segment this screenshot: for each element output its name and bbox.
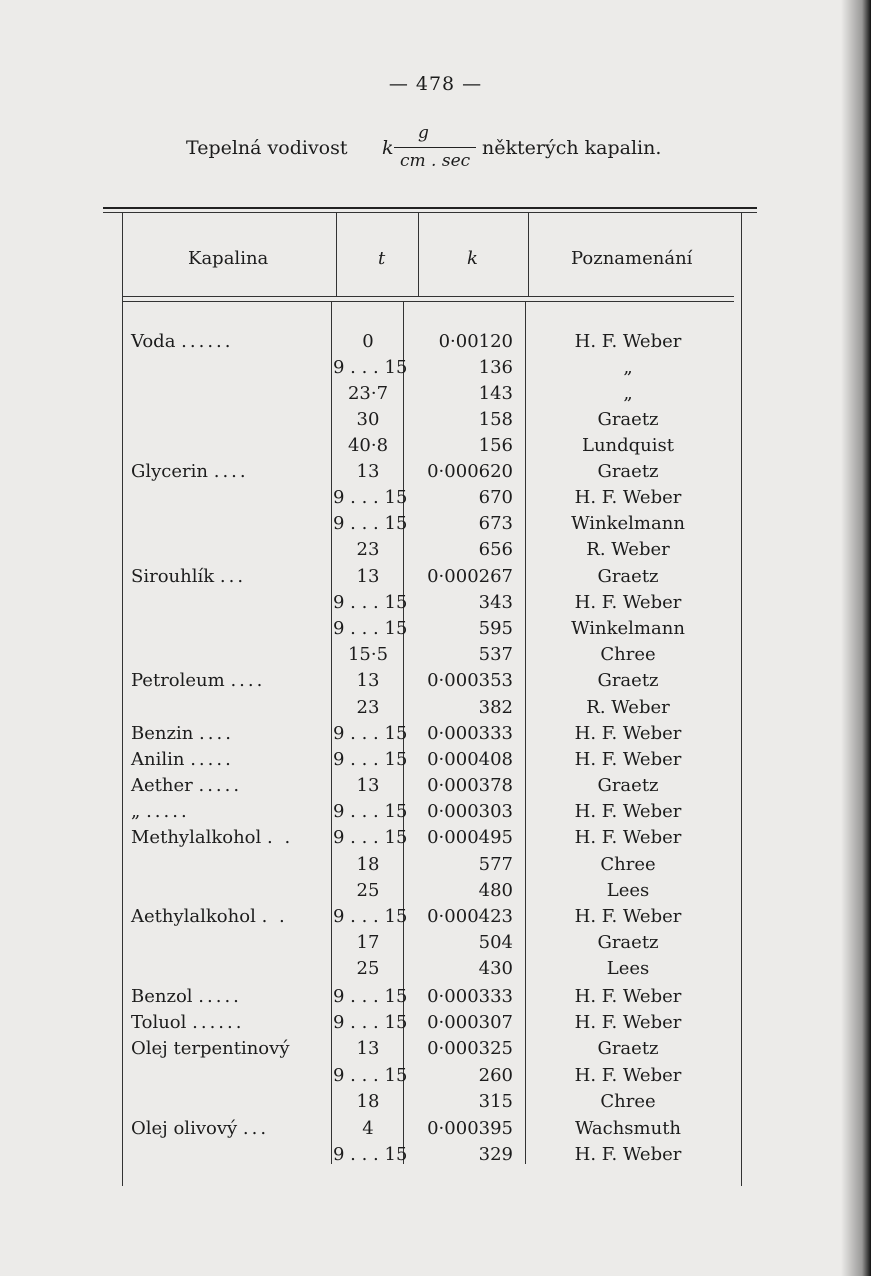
conductivity-cell-text: 0·000333 xyxy=(427,723,513,744)
conductivity-cell-text: 0·00120 xyxy=(438,331,513,352)
conductivity-cell-text: 136 xyxy=(478,357,513,378)
conductivity-cell-text: 0·000408 xyxy=(427,749,513,770)
temperature-cell-text: 30 xyxy=(356,409,380,430)
table-row xyxy=(0,932,871,958)
liquid-cell-text: Aether xyxy=(131,775,193,796)
liquid-cell-text: Olej terpentinový xyxy=(131,1038,290,1059)
reference-cell xyxy=(548,1118,708,1140)
reference-cell-text: H. F. Weber xyxy=(574,1012,682,1033)
dot-leader: ..... xyxy=(190,749,234,770)
temperature-cell xyxy=(333,1038,403,1060)
table-row xyxy=(0,461,871,487)
temperature-cell-text: 9 . . . 15 xyxy=(333,513,408,534)
reference-cell-text: H. F. Weber xyxy=(574,749,682,770)
reference-cell-text: Graetz xyxy=(597,775,659,796)
temperature-cell xyxy=(333,801,408,823)
temperature-cell xyxy=(333,1144,408,1166)
temperature-cell xyxy=(333,1118,403,1140)
liquid-cell-text: Aethylalkohol xyxy=(131,906,256,927)
table-row xyxy=(0,331,871,357)
conductivity-cell-text: 0·000423 xyxy=(427,906,513,927)
conductivity-cell-text: 670 xyxy=(478,487,513,508)
temperature-cell xyxy=(333,932,403,954)
conductivity-cell-text: 382 xyxy=(478,697,513,718)
reference-cell-text: R. Weber xyxy=(586,539,670,560)
temperature-cell-text: 0 xyxy=(362,331,374,352)
table-row xyxy=(0,1012,871,1038)
dot-leader: ..... xyxy=(198,775,243,796)
liquid-cell xyxy=(131,1118,331,1140)
reference-cell xyxy=(548,331,708,353)
temperature-cell-text: 25 xyxy=(356,880,380,901)
reference-cell xyxy=(548,539,708,561)
liquid-cell-text: Voda xyxy=(131,331,176,352)
reference-cell-text: Graetz xyxy=(597,670,659,691)
reference-cell-text: H. F. Weber xyxy=(574,1065,682,1086)
conductivity-cell-text: 0·000353 xyxy=(427,670,513,691)
conductivity-cell-text: 595 xyxy=(478,618,513,639)
table-row xyxy=(0,854,871,880)
conductivity-cell-text: 480 xyxy=(478,880,513,901)
conductivity-cell-text: 0·000620 xyxy=(427,461,513,482)
liquid-cell xyxy=(131,723,331,745)
temperature-cell-text: 18 xyxy=(356,854,380,875)
conductivity-cell xyxy=(410,357,513,379)
temperature-cell-text: 23 xyxy=(356,697,380,718)
dot-leader: ..... xyxy=(198,986,242,1007)
table-row xyxy=(0,644,871,670)
reference-cell-text: Winkelmann xyxy=(571,618,685,639)
dot-leader: .... xyxy=(213,461,249,482)
temperature-cell-text: 9 . . . 15 xyxy=(333,487,408,508)
reference-cell-text: R. Weber xyxy=(586,697,670,718)
reference-cell-text: Chree xyxy=(600,1091,656,1112)
reference-cell-text: Lees xyxy=(606,880,650,901)
reference-cell-text: Lees xyxy=(606,958,650,979)
temperature-cell-text: 17 xyxy=(356,932,380,953)
temperature-cell xyxy=(333,331,403,353)
table-row xyxy=(0,618,871,644)
temperature-cell xyxy=(333,827,408,849)
reference-cell xyxy=(548,827,708,849)
conductivity-cell xyxy=(410,670,513,692)
reference-cell xyxy=(548,357,708,379)
conductivity-cell-text: 315 xyxy=(478,1091,513,1112)
liquid-cell-text: Benzin xyxy=(131,723,194,744)
temperature-cell xyxy=(333,775,403,797)
temperature-cell xyxy=(333,409,403,431)
temperature-cell-text: 9 . . . 15 xyxy=(333,1065,408,1086)
header-rule xyxy=(122,296,734,297)
conductivity-cell xyxy=(410,1065,513,1087)
conductivity-cell-text: 0·000495 xyxy=(427,827,513,848)
title-unit-numerator: g xyxy=(418,123,429,143)
temperature-cell xyxy=(333,487,408,509)
liquid-cell-text: Sirouhlík xyxy=(131,566,215,587)
reference-cell-text: Chree xyxy=(600,644,656,665)
temperature-cell xyxy=(333,986,408,1008)
temperature-cell-text: 23 xyxy=(356,539,380,560)
reference-cell xyxy=(548,644,708,666)
conductivity-cell-text: 0·000378 xyxy=(427,775,513,796)
liquid-cell xyxy=(131,1012,331,1034)
reference-cell-text: H. F. Weber xyxy=(574,331,682,352)
liquid-cell xyxy=(131,670,331,692)
temperature-cell xyxy=(333,958,403,980)
temperature-cell-text: 23·7 xyxy=(347,383,389,404)
reference-cell-text: Chree xyxy=(600,854,656,875)
conductivity-cell xyxy=(410,854,513,876)
liquid-cell xyxy=(131,331,331,353)
liquid-cell xyxy=(131,906,331,928)
dot-leader: . . xyxy=(267,827,294,848)
reference-cell-text: Lundquist xyxy=(581,435,674,456)
temperature-cell xyxy=(333,618,408,640)
temperature-cell xyxy=(333,383,403,405)
reference-cell xyxy=(548,409,708,431)
temperature-cell xyxy=(333,906,408,928)
temperature-cell-text: 9 . . . 15 xyxy=(333,357,408,378)
conductivity-cell xyxy=(410,1118,513,1140)
reference-cell-text: „ xyxy=(623,357,633,378)
conductivity-cell xyxy=(410,539,513,561)
temperature-cell-text: 15·5 xyxy=(347,644,389,665)
conductivity-cell xyxy=(410,775,513,797)
table-row xyxy=(0,383,871,409)
reference-cell-text: H. F. Weber xyxy=(574,827,682,848)
reference-cell xyxy=(548,880,708,902)
temperature-cell-text: 9 . . . 15 xyxy=(333,827,408,848)
dot-leader: .... xyxy=(230,670,266,691)
reference-cell xyxy=(548,723,708,745)
temperature-cell xyxy=(333,1091,403,1113)
conductivity-cell-text: 260 xyxy=(478,1065,513,1086)
reference-cell-text: Graetz xyxy=(597,932,659,953)
reference-cell xyxy=(548,1065,708,1087)
temperature-cell xyxy=(333,1065,408,1087)
table-row xyxy=(0,357,871,383)
reference-cell xyxy=(548,435,708,457)
conductivity-cell xyxy=(410,618,513,640)
reference-cell-text: H. F. Weber xyxy=(574,906,682,927)
fraction-bar xyxy=(394,147,476,148)
reference-cell xyxy=(548,383,708,405)
reference-cell xyxy=(548,932,708,954)
table-row xyxy=(0,723,871,749)
reference-cell xyxy=(548,801,708,823)
conductivity-cell-text: 537 xyxy=(478,644,513,665)
table-row xyxy=(0,697,871,723)
temperature-cell-text: 18 xyxy=(356,1091,380,1112)
reference-cell-text: H. F. Weber xyxy=(574,1144,682,1165)
conductivity-cell-text: 504 xyxy=(478,932,513,953)
conductivity-cell xyxy=(410,409,513,431)
temperature-cell-text: 13 xyxy=(356,566,380,587)
reference-cell xyxy=(548,670,708,692)
table-row xyxy=(0,880,871,906)
liquid-cell xyxy=(131,801,331,823)
conductivity-cell-text: 0·000395 xyxy=(427,1118,513,1139)
table-row xyxy=(0,986,871,1012)
table-top-rule xyxy=(103,207,757,209)
reference-cell-text: H. F. Weber xyxy=(574,986,682,1007)
conductivity-cell xyxy=(410,827,513,849)
conductivity-cell xyxy=(410,749,513,771)
reference-cell xyxy=(548,1091,708,1113)
temperature-cell xyxy=(333,461,403,483)
dot-leader: ...... xyxy=(181,331,234,352)
conductivity-cell xyxy=(410,592,513,614)
temperature-cell xyxy=(333,749,408,771)
liquid-cell-text: Anilin xyxy=(131,749,185,770)
temperature-cell-text: 13 xyxy=(356,775,380,796)
conductivity-cell-text: 156 xyxy=(478,435,513,456)
reference-cell-text: H. F. Weber xyxy=(574,592,682,613)
table-row xyxy=(0,1091,871,1117)
title-suffix: některých kapalin. xyxy=(482,137,662,159)
temperature-cell-text: 9 . . . 15 xyxy=(333,1012,408,1033)
liquid-cell-text: Olej olivový xyxy=(131,1118,238,1139)
temperature-cell xyxy=(333,539,403,561)
header-liquid: Kapalina xyxy=(188,248,269,269)
table-row xyxy=(0,749,871,775)
reference-cell xyxy=(548,906,708,928)
conductivity-cell xyxy=(410,487,513,509)
temperature-cell-text: 9 . . . 15 xyxy=(333,618,408,639)
conductivity-cell xyxy=(410,331,513,353)
liquid-cell xyxy=(131,775,331,797)
conductivity-cell xyxy=(410,383,513,405)
conductivity-cell-text: 343 xyxy=(478,592,513,613)
conductivity-cell xyxy=(410,932,513,954)
table-row xyxy=(0,1038,871,1064)
page-number: — 478 — xyxy=(388,73,483,95)
title-unit-denominator: cm . sec xyxy=(400,151,471,171)
reference-cell-text: Graetz xyxy=(597,566,659,587)
reference-cell xyxy=(548,487,708,509)
reference-cell xyxy=(548,1038,708,1060)
temperature-cell-text: 9 . . . 15 xyxy=(333,801,408,822)
title-prefix: Tepelná vodivost xyxy=(186,137,348,159)
temperature-cell xyxy=(333,670,403,692)
conductivity-cell-text: 673 xyxy=(478,513,513,534)
temperature-cell xyxy=(333,592,408,614)
table-row xyxy=(0,566,871,592)
conductivity-cell xyxy=(410,1012,513,1034)
liquid-cell xyxy=(131,461,331,483)
reference-cell-text: Wachsmuth xyxy=(574,1118,682,1139)
liquid-cell-text: „ xyxy=(131,801,141,822)
liquid-cell xyxy=(131,986,331,1008)
conductivity-cell xyxy=(410,513,513,535)
header-rule-double xyxy=(122,301,734,302)
conductivity-cell-text: 158 xyxy=(478,409,513,430)
reference-cell xyxy=(548,986,708,1008)
temperature-cell-text: 13 xyxy=(356,1038,380,1059)
table-row xyxy=(0,409,871,435)
header-k: k xyxy=(467,248,478,269)
conductivity-cell-text: 656 xyxy=(478,539,513,560)
table-row xyxy=(0,1144,871,1170)
conductivity-cell-text: 0·000307 xyxy=(427,1012,513,1033)
temperature-cell xyxy=(333,644,403,666)
temperature-cell-text: 13 xyxy=(356,461,380,482)
dot-leader: ... xyxy=(242,1118,270,1139)
temperature-cell-text: 4 xyxy=(362,1118,374,1139)
table-row xyxy=(0,827,871,853)
conductivity-cell xyxy=(410,1144,513,1166)
reference-cell-text: H. F. Weber xyxy=(574,801,682,822)
reference-cell-text: Graetz xyxy=(597,461,659,482)
reference-cell-text: H. F. Weber xyxy=(574,487,682,508)
header-t: t xyxy=(378,248,386,269)
temperature-cell xyxy=(333,723,408,745)
temperature-cell-text: 9 . . . 15 xyxy=(333,723,408,744)
conductivity-cell-text: 0·000267 xyxy=(427,566,513,587)
conductivity-cell xyxy=(410,958,513,980)
temperature-cell-text: 9 . . . 15 xyxy=(333,986,408,1007)
dot-leader: ...... xyxy=(192,1012,245,1033)
title-symbol: k xyxy=(382,137,394,159)
conductivity-cell-text: 0·000325 xyxy=(427,1038,513,1059)
conductivity-cell xyxy=(410,435,513,457)
liquid-cell xyxy=(131,827,331,849)
reference-cell-text: Graetz xyxy=(597,409,659,430)
conductivity-cell-text: 430 xyxy=(478,958,513,979)
reference-cell xyxy=(548,958,708,980)
conductivity-cell xyxy=(410,986,513,1008)
table-row xyxy=(0,775,871,801)
reference-cell xyxy=(548,461,708,483)
temperature-cell xyxy=(333,357,408,379)
conductivity-cell-text: 329 xyxy=(478,1144,513,1165)
header-divider-3 xyxy=(528,213,529,296)
reference-cell xyxy=(548,513,708,535)
conductivity-cell-text: 0·000333 xyxy=(427,986,513,1007)
reference-cell xyxy=(548,566,708,588)
conductivity-cell xyxy=(410,801,513,823)
reference-cell-text: Winkelmann xyxy=(571,513,685,534)
conductivity-cell xyxy=(410,723,513,745)
liquid-cell xyxy=(131,566,331,588)
table-row xyxy=(0,592,871,618)
conductivity-cell-text: 143 xyxy=(478,383,513,404)
temperature-cell-text: 9 . . . 15 xyxy=(333,592,408,613)
reference-cell-text: Graetz xyxy=(597,1038,659,1059)
reference-cell xyxy=(548,854,708,876)
temperature-cell xyxy=(333,513,408,535)
table-row xyxy=(0,539,871,565)
liquid-cell-text: Methylalkohol xyxy=(131,827,262,848)
conductivity-cell xyxy=(410,906,513,928)
header-divider-2 xyxy=(418,213,419,296)
dot-leader: ... xyxy=(219,566,247,587)
temperature-cell-text: 13 xyxy=(356,670,380,691)
liquid-cell xyxy=(131,1038,331,1060)
table-top-rule-thin xyxy=(103,212,757,213)
reference-cell xyxy=(548,775,708,797)
header-divider-1 xyxy=(336,213,337,296)
conductivity-cell xyxy=(410,697,513,719)
reference-cell xyxy=(548,592,708,614)
table-row xyxy=(0,1065,871,1091)
temperature-cell xyxy=(333,566,403,588)
table-row xyxy=(0,906,871,932)
table-row xyxy=(0,513,871,539)
table-row xyxy=(0,670,871,696)
table-row xyxy=(0,958,871,984)
dot-leader: .... xyxy=(199,723,234,744)
liquid-cell-text: Benzol xyxy=(131,986,193,1007)
reference-cell xyxy=(548,1144,708,1166)
reference-cell-text: H. F. Weber xyxy=(574,723,682,744)
temperature-cell-text: 9 . . . 15 xyxy=(333,749,408,770)
conductivity-cell xyxy=(410,1038,513,1060)
table-title xyxy=(186,123,706,183)
reference-cell xyxy=(548,1012,708,1034)
temperature-cell-text: 25 xyxy=(356,958,380,979)
reference-cell xyxy=(548,697,708,719)
dot-leader: ..... xyxy=(146,801,190,822)
reference-cell xyxy=(548,749,708,771)
table-row xyxy=(0,801,871,827)
liquid-cell-text: Glycerin xyxy=(131,461,208,482)
temperature-cell xyxy=(333,435,403,457)
temperature-cell-text: 9 . . . 15 xyxy=(333,1144,408,1165)
liquid-cell-text: Petroleum xyxy=(131,670,225,691)
conductivity-cell xyxy=(410,461,513,483)
temperature-cell-text: 9 . . . 15 xyxy=(333,906,408,927)
reference-cell xyxy=(548,618,708,640)
conductivity-cell xyxy=(410,880,513,902)
conductivity-cell xyxy=(410,644,513,666)
temperature-cell xyxy=(333,697,403,719)
table-row xyxy=(0,1118,871,1144)
temperature-cell-text: 40·8 xyxy=(347,435,389,456)
table-row xyxy=(0,487,871,513)
table-row xyxy=(0,435,871,461)
dot-leader: . . xyxy=(261,906,288,927)
conductivity-cell xyxy=(410,566,513,588)
liquid-cell-text: Toluol xyxy=(131,1012,187,1033)
liquid-cell xyxy=(131,749,331,771)
temperature-cell xyxy=(333,854,403,876)
conductivity-cell-text: 577 xyxy=(478,854,513,875)
temperature-cell xyxy=(333,880,403,902)
conductivity-cell xyxy=(410,1091,513,1113)
reference-cell-text: „ xyxy=(623,383,633,404)
conductivity-cell-text: 0·000303 xyxy=(427,801,513,822)
header-note: Poznamenání xyxy=(571,248,693,269)
temperature-cell xyxy=(333,1012,408,1034)
